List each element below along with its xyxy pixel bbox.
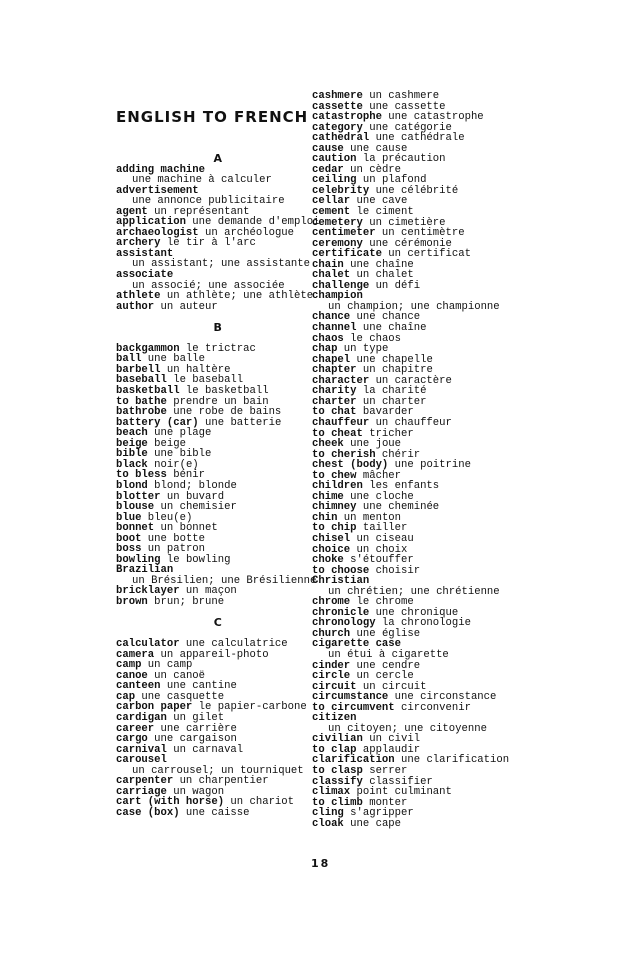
translation: une demande d'emploi: [185, 216, 320, 229]
headword: caution: [312, 153, 357, 166]
translation: une cassette: [362, 100, 446, 113]
left-column: [116, 154, 319, 818]
translation: un carnaval: [166, 743, 244, 756]
translation: un chapitre: [356, 364, 433, 377]
translation: un plafond: [356, 174, 427, 187]
headword: chauffeur: [312, 416, 370, 429]
headword: chimney: [312, 501, 357, 514]
translation: une carrière: [154, 722, 237, 735]
headword: archaeologist: [116, 226, 199, 239]
translation: une caisse: [179, 806, 250, 819]
translation: la précaution: [356, 153, 446, 166]
translation: bleu(e): [141, 511, 193, 524]
translation: un cèdre: [343, 163, 402, 176]
translation: une balle: [141, 353, 206, 366]
headword: chaos: [312, 332, 344, 345]
translation: le chaos: [343, 332, 402, 345]
headword: brown: [116, 595, 148, 608]
headword: chronology: [312, 617, 376, 630]
headword: civilian: [312, 733, 363, 746]
translation: tricher: [362, 427, 414, 440]
translation: un chrétien; une chrétienne: [328, 585, 500, 598]
headword: charter: [312, 395, 357, 408]
headword: carbon paper: [116, 701, 193, 714]
headword: Christian: [312, 575, 370, 588]
headword: bricklayer: [116, 585, 180, 598]
translation: un patron: [141, 543, 206, 556]
translation: point culminant: [350, 786, 452, 799]
headword: cargo: [116, 733, 148, 746]
translation: une célébrité: [369, 184, 459, 197]
translation: un canoë: [147, 669, 206, 682]
headword: cardigan: [116, 711, 167, 724]
translation: classifier: [362, 775, 433, 788]
translation: la chronologie: [375, 617, 471, 630]
headword: advertisement: [116, 184, 199, 197]
translation: une église: [350, 627, 421, 640]
translation: un étui à cigarette: [328, 648, 449, 661]
headword: to clasp: [312, 765, 363, 777]
headword: Brazilian: [116, 564, 174, 577]
translation: un chauffeur: [369, 416, 452, 429]
translation: une joue: [343, 438, 402, 451]
headword: classify: [312, 775, 363, 788]
translation: une bible: [147, 448, 212, 461]
translation: un circuit: [356, 680, 427, 693]
headword: author: [116, 300, 155, 313]
headword: to clap: [312, 743, 357, 756]
translation: un civil: [362, 733, 421, 746]
headword: ceremony: [312, 237, 363, 250]
headword: challenge: [312, 279, 370, 292]
translation: applaudir: [356, 743, 421, 756]
translation: choisir: [369, 564, 421, 577]
headword: chime: [312, 490, 344, 503]
headword: clarification: [312, 754, 395, 767]
headword: chalet: [312, 269, 351, 282]
translation: un défi: [369, 279, 421, 292]
translation: une poitrine: [388, 459, 471, 472]
headword: chisel: [312, 532, 351, 545]
translation: une robe de bains: [166, 406, 282, 419]
headword: charity: [312, 385, 357, 398]
headword: cinder: [312, 659, 351, 672]
translation: un chalet: [350, 269, 414, 282]
headword: camp: [116, 659, 142, 672]
headword: cigarette case: [312, 638, 402, 651]
headword: ceiling: [312, 174, 357, 187]
translation: les enfants: [362, 480, 440, 493]
headword: church: [312, 627, 351, 640]
translation: un citoyen; une citoyenne: [328, 722, 487, 735]
translation: le chrome: [350, 596, 414, 609]
headword: career: [116, 722, 155, 735]
headword: carpenter: [116, 775, 174, 788]
headword: to chat: [312, 406, 357, 419]
headword: chap: [312, 343, 338, 356]
headword: choice: [312, 543, 351, 556]
translation: serrer: [362, 765, 408, 777]
translation: une chance: [350, 311, 421, 324]
translation: tailler: [356, 522, 408, 535]
headword: barbell: [116, 363, 161, 376]
headword: channel: [312, 322, 357, 335]
headword: basketball: [116, 385, 180, 398]
translation: un gilet: [166, 711, 225, 724]
right-column: [312, 91, 509, 829]
translation: brun; brune: [147, 595, 225, 608]
headword: certificate: [312, 248, 382, 261]
headword: associate: [116, 269, 174, 282]
translation: une cheminée: [356, 501, 440, 514]
dictionary-entry: [312, 819, 509, 830]
headword: children: [312, 480, 363, 493]
headword: cemetery: [312, 216, 363, 229]
page-number: 18: [311, 857, 331, 870]
translation: un buvard: [160, 490, 225, 503]
headword: adding machine: [116, 163, 206, 176]
translation: un cashmere: [362, 90, 440, 102]
translation: un chariot: [224, 796, 295, 809]
translation: un camp: [141, 659, 193, 672]
translation: un ciseau: [350, 532, 414, 545]
headword: blue: [116, 511, 142, 524]
headword: blotter: [116, 490, 161, 503]
translation: une annonce publicitaire: [132, 195, 285, 208]
translation: le baseball: [166, 374, 244, 387]
headword: beach: [116, 427, 148, 440]
headword: baseball: [116, 374, 167, 387]
translation: le tir à l'arc: [160, 237, 256, 250]
headword: carriage: [116, 785, 167, 798]
headword: to cherish: [312, 448, 376, 461]
translation: un caractère: [369, 374, 452, 387]
headword: athlete: [116, 290, 161, 303]
headword: chain: [312, 258, 344, 271]
headword: bonnet: [116, 522, 155, 535]
translation: une cérémonie: [362, 237, 452, 250]
translation: le ciment: [350, 206, 414, 219]
headword: bible: [116, 448, 148, 461]
translation: une chaîne: [343, 258, 414, 271]
translation: un représentant: [147, 205, 250, 218]
headword: beige: [116, 437, 148, 450]
headword: carnival: [116, 743, 167, 756]
headword: category: [312, 121, 363, 134]
translation: une cloche: [343, 490, 414, 503]
translation: le bowling: [160, 553, 231, 566]
headword: canoe: [116, 669, 148, 682]
section-letter: A: [213, 152, 222, 165]
translation: le papier-carbone: [192, 701, 307, 714]
headword: choke: [312, 554, 344, 567]
headword: cement: [312, 206, 351, 219]
headword: application: [116, 216, 186, 229]
translation: prendre un bain: [166, 395, 269, 408]
headword: to chew: [312, 469, 357, 482]
translation: un certificat: [381, 248, 471, 261]
headword: cassette: [312, 100, 363, 113]
headword: citizen: [312, 712, 357, 725]
headword: boot: [116, 532, 142, 545]
headword: chrome: [312, 596, 351, 609]
translation: bénir: [166, 469, 206, 482]
translation: un appareil-photo: [154, 648, 269, 661]
headword: to choose: [312, 564, 370, 577]
headword: assistant: [116, 247, 174, 260]
headword: centimeter: [312, 227, 376, 240]
headword: to circumvent: [312, 701, 395, 714]
translation: un champion; une championne: [328, 300, 500, 313]
headword: chapter: [312, 364, 357, 377]
translation: un maçon: [179, 585, 237, 598]
headword: archery: [116, 237, 161, 250]
translation: un menton: [337, 511, 402, 524]
translation: une chapelle: [350, 353, 433, 366]
translation: s'agripper: [343, 807, 414, 820]
translation: un bonnet: [154, 522, 218, 535]
dictionary-entry: [116, 808, 319, 819]
headword: to climb: [312, 796, 363, 809]
headword: bathrobe: [116, 406, 167, 419]
headword: cedar: [312, 163, 344, 176]
translation: une machine à calculer: [132, 174, 272, 187]
headword: circumstance: [312, 691, 389, 704]
translation: chérir: [375, 448, 421, 461]
headword: cloak: [312, 817, 344, 830]
translation: une chronique: [369, 606, 459, 619]
headword: boss: [116, 543, 142, 556]
translation: un wagon: [166, 785, 225, 798]
headword: bowling: [116, 553, 161, 566]
headword: cathedral: [312, 132, 370, 145]
translation: un charter: [356, 395, 427, 408]
headword: to chip: [312, 522, 357, 535]
headword: battery (car): [116, 416, 199, 429]
translation: s'étouffer: [343, 554, 414, 567]
translation: une circonstance: [388, 691, 497, 704]
translation: un athlète; une athlète: [160, 290, 314, 303]
headword: circle: [312, 670, 351, 683]
translation: une cargaison: [147, 733, 237, 746]
translation: un associé; une associée: [132, 279, 285, 292]
translation: une plage: [147, 427, 212, 440]
translation: un assistant; une assistante: [132, 258, 311, 271]
headword: to bathe: [116, 395, 167, 408]
translation: une cantine: [160, 680, 237, 693]
translation: un centimètre: [375, 227, 465, 240]
headword: chance: [312, 311, 351, 324]
translation: un choix: [350, 543, 408, 556]
headword: calculator: [116, 638, 180, 651]
section-letter: C: [213, 616, 222, 630]
translation: une calculatrice: [179, 638, 288, 651]
translation: une cathédrale: [369, 132, 465, 145]
translation: une chaîne: [356, 322, 427, 335]
headword: canteen: [116, 680, 161, 693]
translation: une cave: [350, 195, 408, 208]
translation: un haltère: [160, 363, 231, 376]
headword: cashmere: [312, 90, 363, 102]
translation: une cendre: [350, 659, 421, 672]
translation: la charité: [356, 385, 427, 398]
translation: une cape: [343, 817, 402, 830]
headword: cheek: [312, 438, 344, 451]
headword: chest (body): [312, 459, 389, 472]
headword: chronicle: [312, 606, 370, 619]
translation: un charpentier: [173, 775, 269, 788]
headword: cart (with horse): [116, 796, 225, 809]
headword: chin: [312, 511, 338, 524]
headword: ball: [116, 353, 142, 366]
headword: character: [312, 374, 370, 387]
translation: une cause: [343, 142, 408, 155]
translation: un carrousel; un tourniquet: [132, 764, 304, 777]
headword: celebrity: [312, 184, 370, 197]
headword: blouse: [116, 501, 155, 514]
headword: climax: [312, 786, 351, 799]
headword: to bless: [116, 469, 167, 482]
translation: une botte: [141, 532, 206, 545]
page-title: ENGLISH TO FRENCH: [116, 108, 309, 126]
headword: cause: [312, 142, 344, 155]
translation: un Brésilien; une Brésilienne: [132, 574, 317, 587]
dictionary-entry: [116, 302, 319, 313]
translation: un chemisier: [154, 501, 237, 514]
headword: case (box): [116, 806, 180, 819]
translation: beige: [147, 437, 186, 450]
translation: monter: [362, 796, 408, 809]
headword: circuit: [312, 680, 357, 693]
translation: mâcher: [356, 469, 402, 482]
translation: une catastrophe: [381, 111, 484, 124]
translation: un archéologue: [198, 226, 295, 239]
translation: le basketball: [179, 385, 269, 398]
translation: le trictrac: [179, 342, 256, 355]
translation: un cercle: [350, 670, 414, 683]
dictionary-entry: [116, 597, 319, 608]
translation: noir(e): [147, 458, 199, 471]
headword: blond: [116, 479, 148, 492]
headword: agent: [116, 205, 148, 218]
headword: camera: [116, 648, 155, 661]
headword: cellar: [312, 195, 351, 208]
translation: un type: [337, 343, 389, 356]
translation: une catégorie: [362, 121, 452, 134]
translation: un cimetière: [362, 216, 446, 229]
headword: carousel: [116, 754, 167, 767]
translation: une casquette: [135, 690, 225, 703]
headword: cling: [312, 807, 344, 820]
translation: un auteur: [154, 300, 218, 313]
translation: bavarder: [356, 406, 414, 419]
translation: blond; blonde: [147, 479, 237, 492]
headword: backgammon: [116, 342, 180, 355]
headword: catastrophe: [312, 111, 382, 124]
headword: chapel: [312, 353, 351, 366]
translation: une batterie: [198, 416, 282, 429]
headword: cap: [116, 690, 136, 703]
headword: to cheat: [312, 427, 363, 440]
headword: champion: [312, 290, 363, 303]
translation: circonvenir: [394, 701, 471, 714]
section-letter: B: [213, 320, 222, 334]
headword: black: [116, 458, 148, 471]
translation: une clarification: [394, 754, 510, 767]
